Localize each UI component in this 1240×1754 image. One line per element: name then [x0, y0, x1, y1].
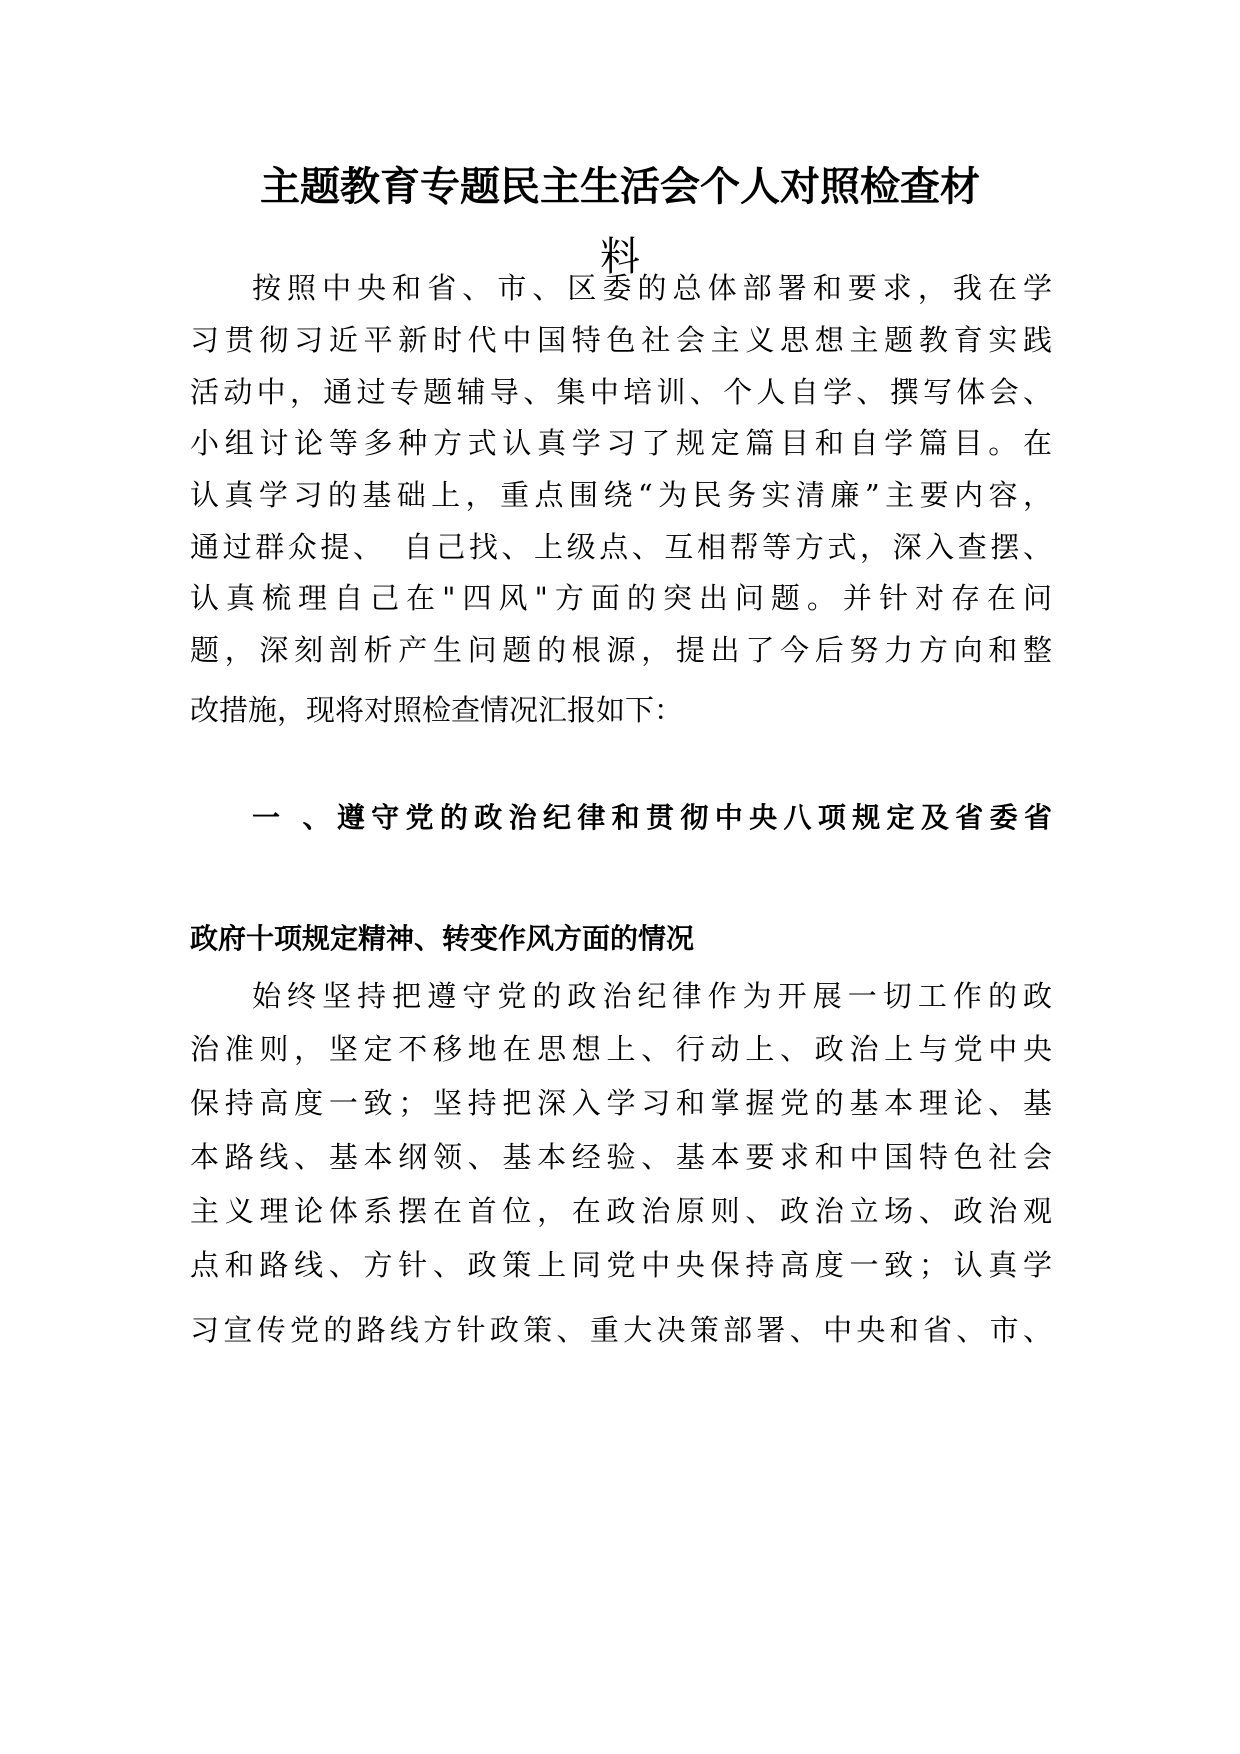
- section-line: 点和路线、方针、政策上同党中央保持高度一致；认真学: [190, 1248, 1052, 1282]
- intro-line: 习贯彻习近平新时代中国特色社会主义思想主题教育实践: [190, 323, 1052, 357]
- section-heading-line-2: 政府十项规定精神、转变作风方面的情况: [190, 922, 695, 955]
- section-heading-line-1: 一 、遵守党的政治纪律和贯彻中央八项规定及省委省: [252, 801, 1052, 834]
- section-line: 主义理论体系摆在首位，在政治原则、政治立场、政治观: [190, 1194, 1052, 1228]
- section-line: 治准则，坚定不移地在思想上、行动上、政治上与党中央: [190, 1032, 1052, 1066]
- section-line: 保持高度一致；坚持把深入学习和掌握党的基本理论、基: [190, 1086, 1052, 1120]
- document-title-line-2: 料: [600, 234, 640, 280]
- intro-line: 活动中，通过专题辅导、集中培训、个人自学、撰写体会、: [190, 375, 1052, 409]
- intro-line: 按照中央和省、市、区委的总体部署和要求，我在学: [252, 271, 1052, 305]
- section-line: 习宣传党的路线方针政策、重大决策部署、中央和省、市、: [190, 1313, 1052, 1347]
- section-line: 始终坚持把遵守党的政治纪律作为开展一切工作的政: [252, 979, 1052, 1013]
- intro-line: 小组讨论等多种方式认真学习了规定篇目和自学篇目。在: [190, 426, 1052, 460]
- intro-line: 通过群众提、 自己找、上级点、互相帮等方式，深入查摆、: [190, 530, 1052, 564]
- intro-line: 题，深刻剖析产生问题的根源，提出了今后努力方向和整: [190, 633, 1052, 667]
- intro-line: 改措施，现将对照检查情况汇报如下：: [190, 693, 684, 727]
- intro-line: 认真梳理自己在"四风"方面的突出问题。并针对存在问: [190, 581, 1052, 615]
- document-title-line-1: 主题教育专题民主生活会个人对照检查材: [260, 164, 980, 210]
- intro-line: 认真学习的基础上，重点围绕“为民务实清廉”主要内容，: [190, 478, 1052, 512]
- section-line: 本路线、基本纲领、基本经验、基本要求和中国特色社会: [190, 1140, 1052, 1174]
